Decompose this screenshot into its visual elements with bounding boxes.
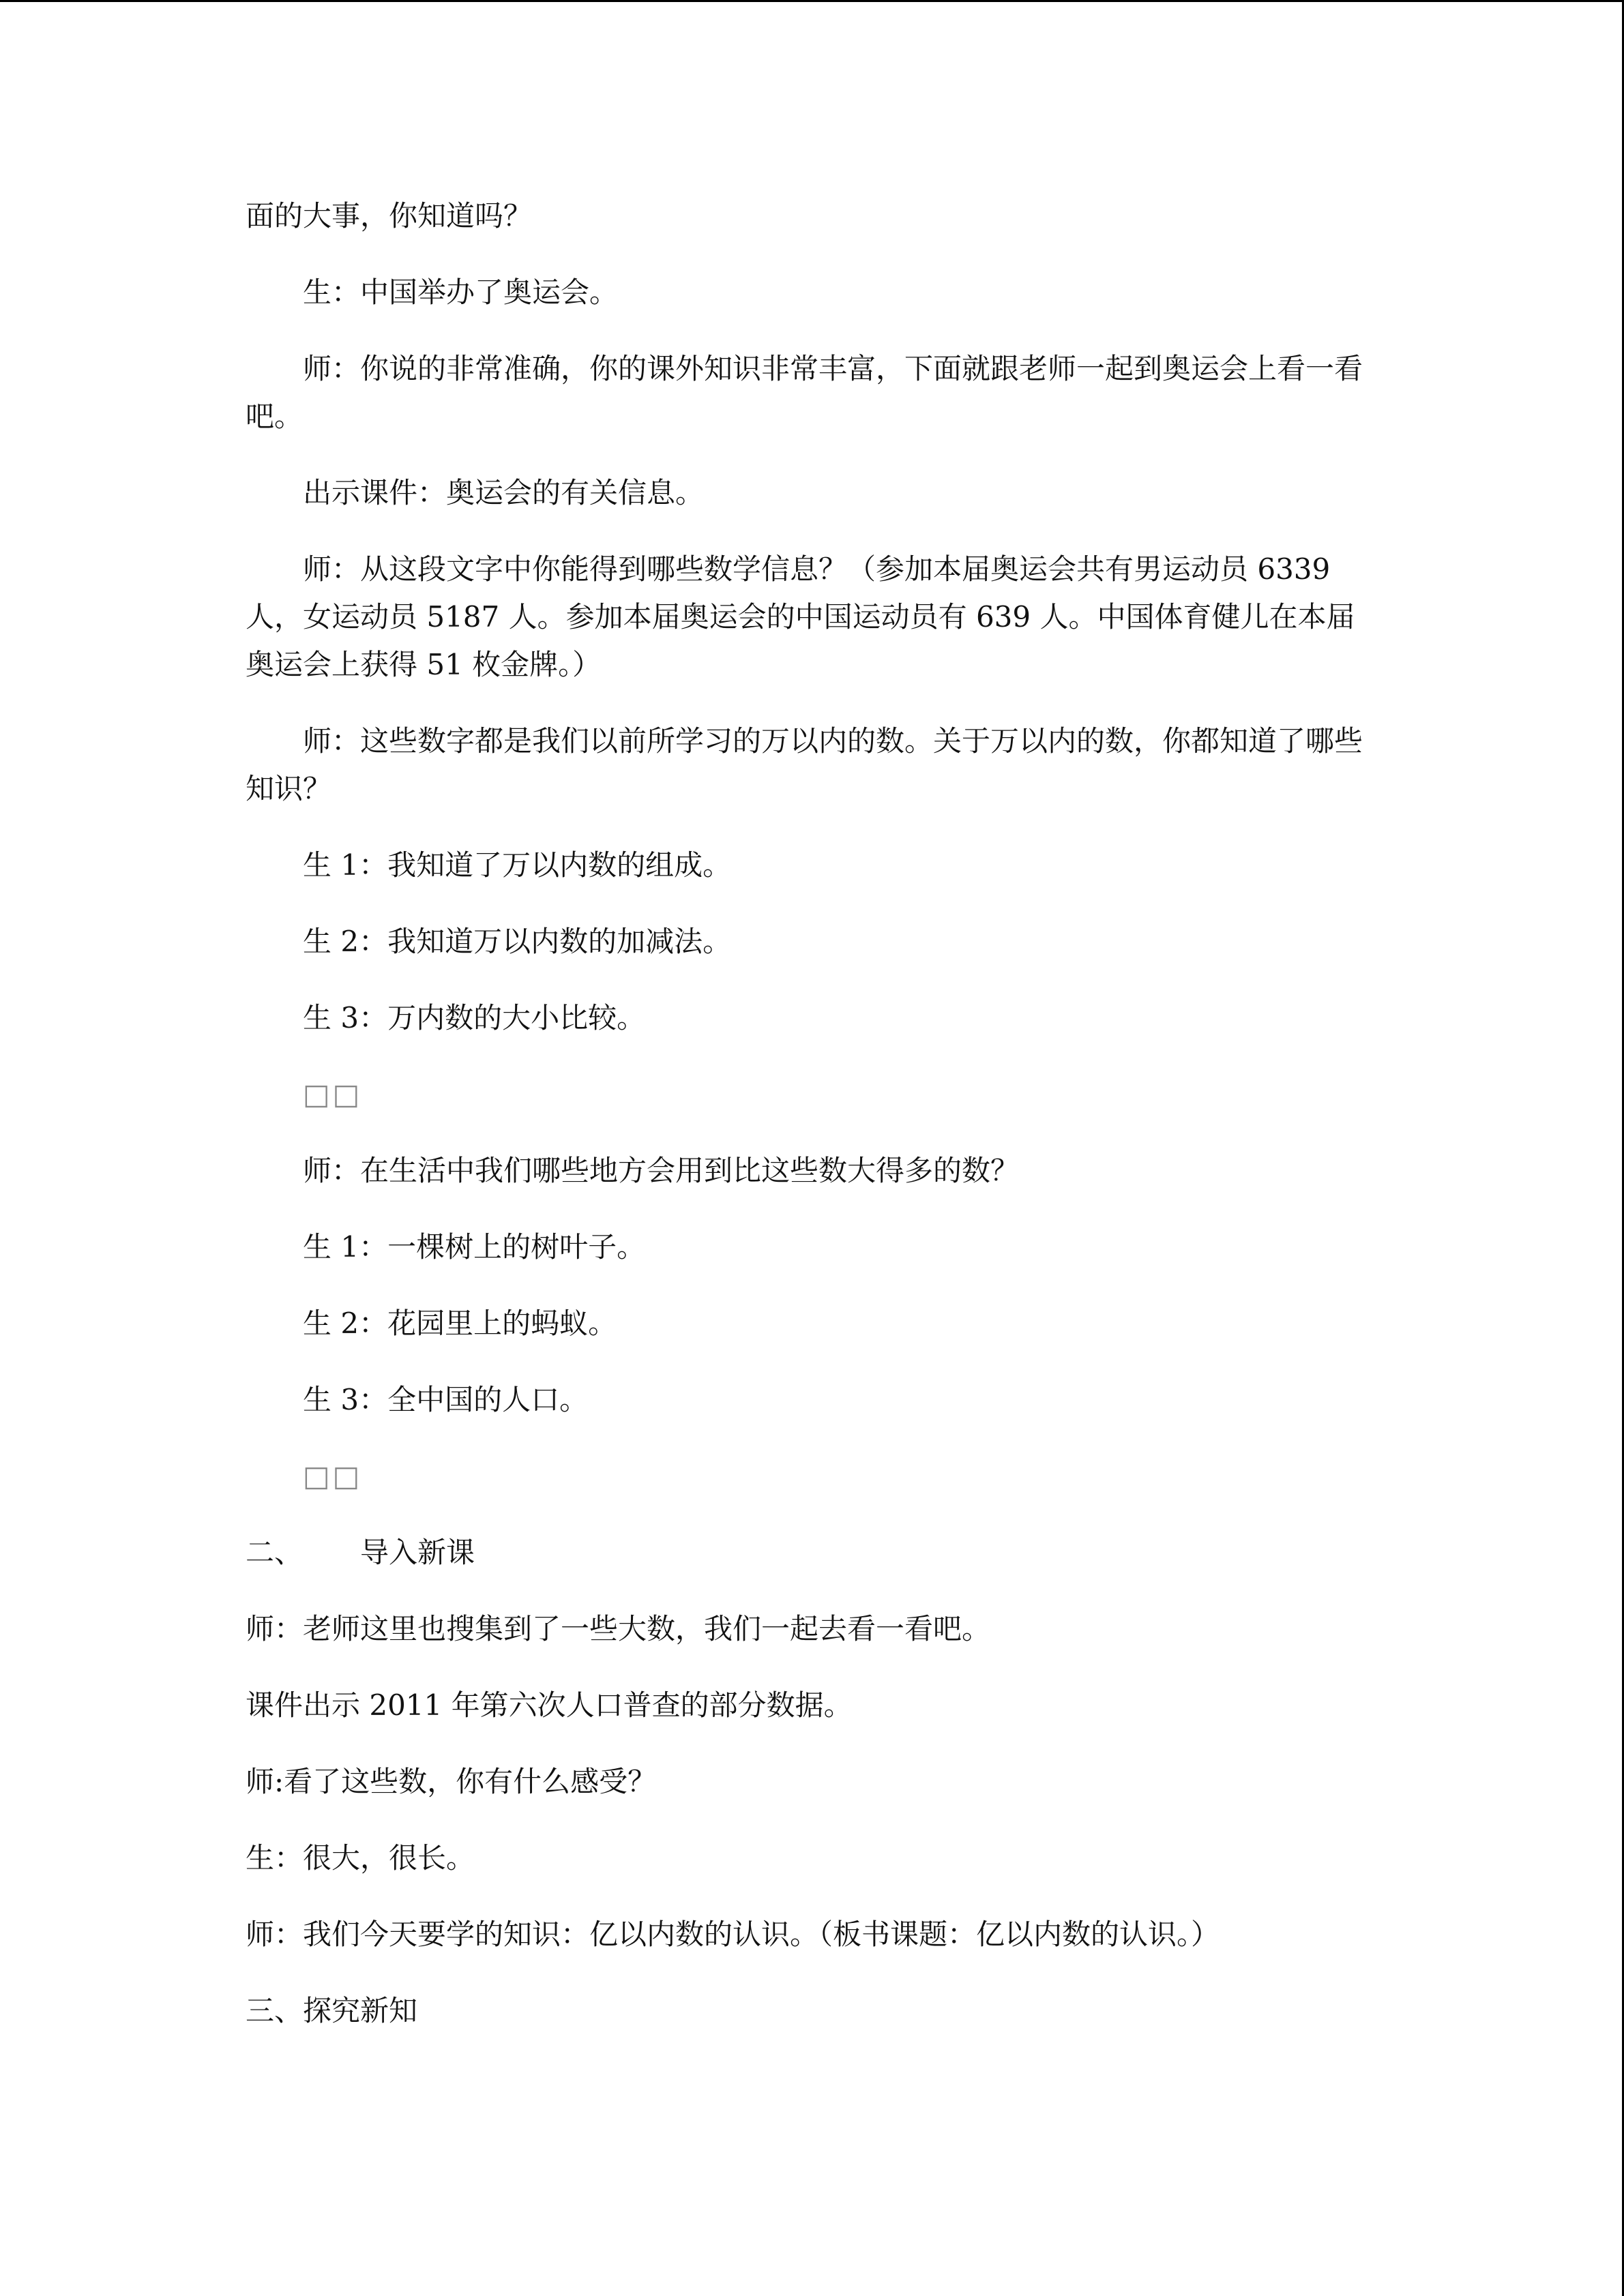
section-heading — [246, 1529, 1379, 1577]
paragraph: 生 2：我知道万以内数的加减法。 — [303, 925, 732, 958]
paragraph: 生 1：我知道了万以内数的组成。 — [303, 848, 732, 882]
paragraph: 生 1：一棵树上的树叶子。 — [303, 1230, 646, 1264]
paragraph: 生：很大，很长。 — [246, 1841, 475, 1875]
section-heading: 三、探究新知 — [246, 1994, 418, 2027]
document-body — [246, 192, 1379, 2063]
paragraph: 师：老师这里也搜集到了一些大数，我们一起去看一看吧。 — [246, 1612, 991, 1645]
paragraph: 师：从这段文字中你能得到哪些数学信息？（参加本届奥运会共有男运动员 6339 人，女运动员 5187 人。参加本届奥运会的中国运动员有 639 人。中国体育健儿在本届奥运会上获得 51 枚金牌。） — [246, 552, 1355, 681]
top-border — [0, 0, 1624, 2]
paragraph: 师:看了这些数，你有什么感受？ — [246, 1765, 657, 1798]
paragraph: 生 2：花园里上的蚂蚁。 — [303, 1307, 617, 1340]
paragraph: 师：这些数字都是我们以前所学习的万以内的数。关于万以内的数，你都知道了哪些知识？ — [246, 724, 1363, 805]
paragraph: 师：在生活中我们哪些地方会用到比这些数大得多的数？ — [303, 1154, 1020, 1187]
paragraph: 生：中国举办了奥运会。 — [303, 275, 619, 309]
paragraph: 生 3：全中国的人口。 — [303, 1383, 589, 1416]
paragraph: 师：我们今天要学的知识：亿以内数的认识。（板书课题：亿以内数的认识。） — [246, 1918, 1220, 1951]
paragraph: 面的大事，你知道吗？ — [246, 199, 533, 233]
paragraph: 课件出示 2011 年第六次人口普查的部分数据。 — [246, 1688, 853, 1722]
placeholder-boxes: □□ — [303, 1077, 363, 1111]
paragraph: 出示课件：奥运会的有关信息。 — [303, 476, 705, 509]
paragraph: 生 3：万内数的大小比较。 — [303, 1001, 646, 1034]
placeholder-boxes: □□ — [303, 1459, 363, 1493]
section-title: 导入新课 — [360, 1536, 475, 1569]
section-number: 二、 — [246, 1536, 304, 1569]
paragraph: 师：你说的非常准确，你的课外知识非常丰富，下面就跟老师一起到奥运会上看一看吧。 — [246, 352, 1363, 433]
